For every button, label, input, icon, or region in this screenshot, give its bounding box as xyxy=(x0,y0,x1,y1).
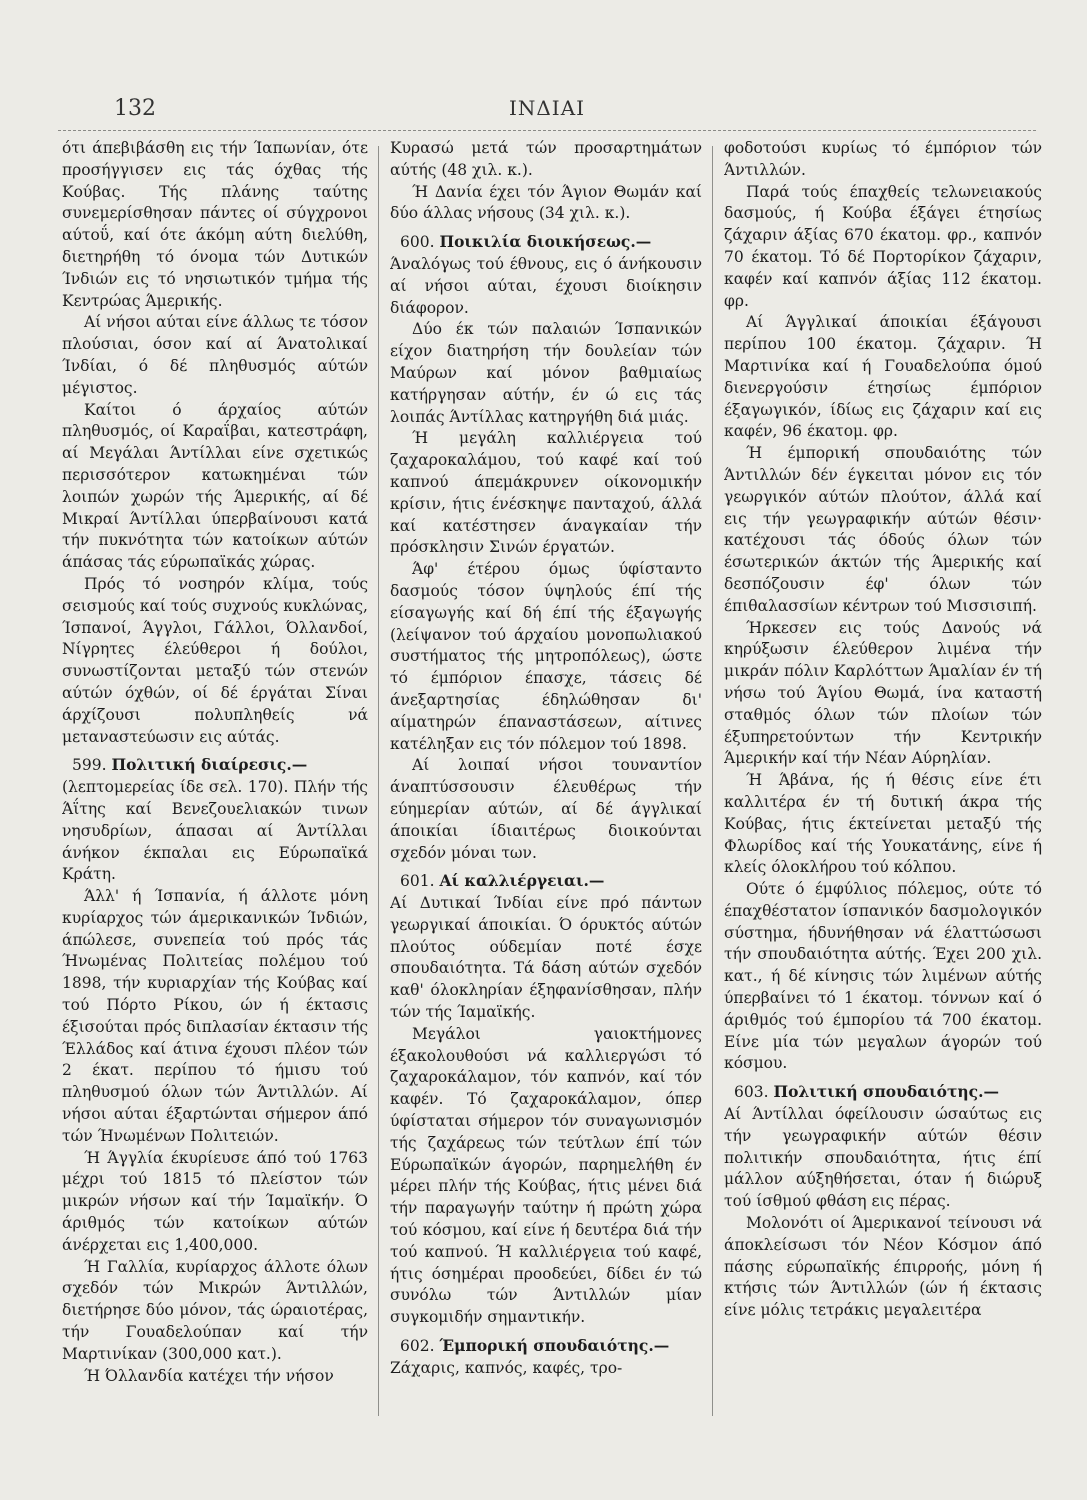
section-number: 600. xyxy=(400,233,435,252)
paragraph: Κυρασώ μετά τών προσαρτημάτων αύτής (48 χιλ. κ.). xyxy=(390,139,702,179)
paragraph: Ή Δανία έχει τόν Άγιον Θωμάν καί δύο άλλας νήσους (34 χιλ. κ.). xyxy=(390,182,702,223)
paragraph: Πρός τό νοσηρόν κλίμα, τούς σεισμούς καί τούς συχνούς κυκλώνας, Ίσπανοί, Άγγλοι, Γάλλοι, Όλλανδοί, Νίγρητες έλεύθεροι ή δούλοι, συνωστίζονται μεταξύ τών στενών αύτών όχθών, οί δέ έργάται Σίναι άρχίζουσι πολυπληθείς νά μεταναστεύωσιν εις αύτάς. xyxy=(62,574,368,746)
paragraph: Ούτε ό έμφύλιος πόλεμος, ούτε τό έπαχθέστατον ίσπανικόν δασμολογικόν σύστημα, ήδυνήθησαν νά έλαττώσωσι τήν σπουδαιότητα αύτής. Έχει 200 χιλ. κατ., ή δέ κίνησις τών λιμένων αύτής ύπερβαίνει τό 1 έκατομ. τόννων καί ό άριθμός τού έμπορίου τά 700 έκατομ. Είνε μία τών μεγαλων άγορών τού κόσμου. xyxy=(724,880,1042,1073)
paragraph: Καίτοι ό άρχαίος αύτών πληθυσμός, οί Καραΐβαι, κατεστράφη, αί Μεγάλαι Άντίλλαι είνε σχετικώς περισσότερον κατωκημέναι τών λοιπών χωρών τής Άμερικής, αί δέ Μικραί Άντίλλαι ύπερβαίνουσι κατά τήν πυκνότητα τών κατοίκων αύτών άπάσας τάς εύρωπαϊκάς χώρας. xyxy=(62,400,368,572)
column-3 xyxy=(724,138,1042,1418)
paragraph: Μολονότι οί Άμερικανοί τείνουσι νά άποκλείσωσι τόν Νέον Κόσμον άπό πάσης εύρωπαϊκής έπιρροής, μόνη ή κτήσις τών Άντιλλών (ών ή έκτασις είνε μόλις τετράκις μεγαλειτέρα xyxy=(724,1214,1042,1320)
paragraph: Άλλ' ή Ίσπανία, ή άλλοτε μόνη κυρίαρχος τών άμερικανικών Ίνδιών, άπώλεσε, συνεπεία τού πρός τάς Ήνωμένας Πολιτείας πολέμου τού 1898, τήν κυριαρχίαν τής Κούβας καί τού Πόρτο Ρίκου, ών ή έκτασις έξισούται πρός διπλασίαν έκτασιν τής Έλλάδος καί άτινα έχουσι πλέον τών 2 έκατ. περίπου τό ήμισυ τού πληθυσμού όλων τών Άντιλλών. Αί νήσοι αύται έξαρτώνται σήμερον άπό τών Ήνωμένων Πολιτειών. xyxy=(62,887,368,1145)
section-number: 599. xyxy=(72,756,107,775)
paragraph: Αί Άγγλικαί άποικίαι έξάγουσι περίπου 100 έκατομ. ζάχαριν. Ή Μαρτινίκα καί ή Γουαδελούπα όμού διενεργούσιν έτησίως έμπόριον έξαγωγικόν, ίδίως εις ζάχαριν καί εις καφέν, 96 έκατομ. φρ. xyxy=(724,313,1042,441)
column-2 xyxy=(390,138,702,1418)
section-title: Αί καλλιέργειαι.— xyxy=(439,871,605,891)
header-rule xyxy=(58,130,1036,131)
section-title: Πολιτική διαίρεσις.— xyxy=(111,755,308,775)
paragraph: (λεπτομερείας ίδε σελ. 170). Πλήν τής Άΐτης καί Βενεζουελιακών τινων νησυδρίων, άπασαι αί Άντίλλαι άνήκον έκπαλαι εις Εύρωπαϊκά Κράτη. xyxy=(62,778,368,884)
section-title: Πολιτική σπουδαιότης.— xyxy=(773,1082,1000,1102)
paragraph: Ή Όλλανδία κατέχει τήν νήσον xyxy=(84,1366,334,1385)
column-rule xyxy=(378,146,379,1416)
page-number: 132 xyxy=(114,96,156,121)
section-heading-599 xyxy=(62,754,368,777)
paragraph: Αί λοιπαί νήσοι τουναντίον άναπτύσσουσιν έλευθέρως τήν εύημερίαν αύτών, αί δέ άγγλικαί άποικίαι ίδιαιτέρως διοικούνται σχεδόν μόναι των. xyxy=(390,756,702,862)
paragraph: Ζάχαρις, καπνός, καφές, τρο- xyxy=(390,1358,623,1377)
section-number: 601. xyxy=(400,872,435,891)
paragraph: Αί Δυτικαί Ίνδίαι είνε πρό πάντων γεωργικαί άποικίαι. Ό όρυκτός αύτών πλούτος ούδεμίαν ποτέ έσχε σπουδαιότητα. Τά δάση αύτών σχεδόν καθ' όλοκληρίαν έξηφανίσθησαν, πλήν τών τής Ίαμαϊκής. xyxy=(390,894,702,1022)
section-number: 602. xyxy=(400,1337,435,1356)
page-header xyxy=(62,96,1032,126)
paragraph: φοδοτούσι κυρίως τό έμπόριον τών Άντιλλών. xyxy=(724,139,1042,179)
column-1 xyxy=(62,138,368,1418)
paragraph: ότι άπεβιβάσθη εις τήν Ίαπωνίαν, ότε προσήγγισεν εις τάς όχθας τής Κούβας. Τής πλάνης ταύτης συνεμερίσθησαν πάντες οί σύγχρονοι αύτοΰ, καί ότε άκόμη αύτη διελύθη, διετηρήθη τό όνομα τών Δυτικών Ίνδιών εις τό νησιωτικόν τμήμα τής Κεντρώας Άμερικής. xyxy=(62,139,368,310)
paragraph: Άφ' έτέρου όμως ύφίσταντο δασμούς τόσον ύψηλούς έπί τής είσαγωγής καί δή έπί τής έξαγωγής (λείψανον τού άρχαίου μονοπωλιακού συστήματος τής μητροπόλεως), ώστε τό έμπόριον έπασχε, τάσεις δέ άνεξαρτησίας έδηλώθησαν δι' αίματηρών έπαναστάσεων, αίτινες κατέληξαν εις τόν πόλεμον τού 1898. xyxy=(390,560,702,753)
text-columns xyxy=(62,138,1042,1418)
section-heading-603 xyxy=(724,1081,1042,1104)
paragraph: Ή Γαλλία, κυρίαρχος άλλοτε όλων σχεδόν τών Μικρών Άντιλλών, διετήρησε δύο μόνον, τάς ώραιοτέρας, τήν Γουαδελούπαν καί τήν Μαρτινίκαν (300,000 κατ.). xyxy=(62,1257,368,1363)
paragraph: Ή Άβάνα, ής ή θέσις είνε έτι καλλιτέρα έν τή δυτική άκρα τής Κούβας, ήτις έκτείνεται μεταξύ τής Φλωρίδος καί τής Υουκατάνης, είνε ή κλείς όλοκλήρου τού κόλπου. xyxy=(724,771,1042,877)
paragraph: Μεγάλοι γαιοκτήμονες έξακολουθούσι νά καλλιεργώσι τό ζαχαροκάλαμον, τόν καπνόν, καί τόν καφέν. Τό ζαχαροκάλαμον, όπερ ύφίσταται σήμερον τόν συναγωνισμόν τής ζαχάρεως τών τεύτλων έπί τών Εύρωπαϊκών άγορών, παρημελήθη έν μέρει πλήν τής Κούβας, ήτις μένει διά τήν παραγωγήν ταύτην ή πρώτη χώρα τού κόσμου, καί είνε ή δευτέρα διά τήν τού καπνού. Ή καλλιέργεια τού καφέ, ήτις όσημέραι προοδεύει, δίδει έν τώ συνόλω τών Άντιλλών μίαν συγκομιδήν σημαντικήν. xyxy=(390,1024,702,1327)
section-heading-601 xyxy=(390,870,702,893)
paragraph: Αί νήσοι αύται είνε άλλως τε τόσον πλούσιαι, όσον καί αί Άνατολικαί Ίνδίαι, ό δέ πληθυσμός αύτών μέγιστος. xyxy=(62,313,368,397)
column-rule xyxy=(712,146,713,1416)
section-heading-600 xyxy=(390,231,702,254)
paragraph: Ή έμπορική σπουδαιότης τών Άντιλλών δέν έγκειται μόνον εις τόν γεωργικόν αύτών πλούτον, άλλά καί εις τήν γεωγραφικήν αύτών θέσιν· κατέχουσι τάς όδούς όλων τών έσωτερικών άκτών τής Άμερικής καί δεσπόζουσιν έφ' όλων τών έπιθαλασσίων κέντρων τού Μισσισιπή. xyxy=(724,444,1042,615)
paragraph: Παρά τούς έπαχθείς τελωνειακούς δασμούς, ή Κούβα έξάγει έτησίως ζάχαριν άξίας 670 έκατομ. φρ., καπνόν 70 έκατομ. Τό δέ Πορτορίκον ζάχαριν, καφέν καί καπνόν άξίας 112 έκατομ. φρ. xyxy=(724,182,1042,310)
section-title: Ποικιλία διοικήσεως.— xyxy=(439,232,652,252)
running-title: ΙΝΔΙΑΙ xyxy=(508,96,586,120)
paragraph: Άναλόγως τού έθνους, εις ό άνήκουσιν αί νήσοι αύται, έχουσι διοίκησιν διάφορον. xyxy=(390,254,702,317)
paragraph: Ή Άγγλία έκυρίευσε άπό τού 1763 μέχρι τού 1815 τό πλείστον τών μικρών νήσων καί τήν Ίαμαϊκήν. Ό άριθμός τών κατοίκων αύτών άνέρχεται εις 1,400,000. xyxy=(62,1148,368,1254)
paragraph: Ήρκεσεν εις τούς Δανούς νά κηρύξωσιν έλεύθερον λιμένα τήν μικράν πόλιν Καρλόττων Άμαλίαν έν τή νήσω τού Άγίου Θωμά, ίνα καταστή σταθμός όλων τών πλοίων τών έξυπηρετούντων τήν Κεντρικήν Άμερικήν καί τήν Νέαν Αύρηλίαν. xyxy=(724,618,1042,768)
paragraph: Δύο έκ τών παλαιών Ίσπανικών είχον διατηρήση τήν δουλείαν τών Μαύρων καί μόνον βαθμιαίως κατήργησαν αύτήν, έν ώ εις τάς λοιπάς Άντίλλας κατηργήθη διά μιάς. xyxy=(390,320,702,426)
paragraph: Αί Άντίλλαι όφείλουσιν ώσαύτως εις τήν γεωγραφικήν αύτών θέσιν πολιτικήν σπουδαιότητα, ήτις έπί μάλλον αύξηθήσεται, όταν ή διώρυξ τού ίσθμού φθάση εις πέρας. xyxy=(724,1105,1042,1211)
paragraph: Ή μεγάλη καλλιέργεια τού ζαχαροκαλάμου, τού καφέ καί τού καπνού άπεμάκρυνεν οίκονομικήν κρίσιν, ήτις ένέσκηψε πανταχού, άλλά καί κατέστησεν άναγκαίαν τήν πρόσκλησιν Σινών έργατών. xyxy=(390,429,702,557)
section-number: 603. xyxy=(734,1083,769,1102)
section-heading-602 xyxy=(390,1335,702,1358)
section-title: Έμπορική σπουδαιότης.— xyxy=(439,1336,670,1356)
